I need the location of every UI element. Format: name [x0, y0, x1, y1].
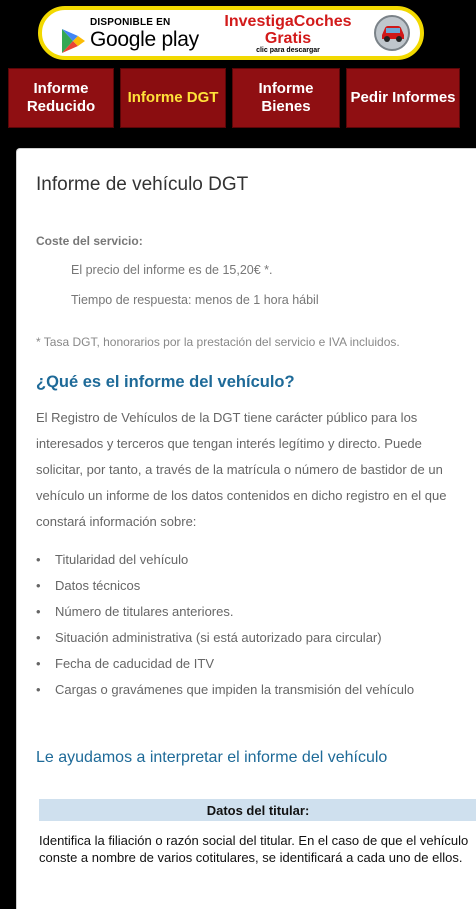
section-heading-what-is: ¿Qué es el informe del vehículo? [36, 373, 295, 391]
car-icon [374, 15, 410, 51]
price-text: El precio del informe es de 15,20€ *. [71, 263, 273, 277]
list-item: • Situación administrativa (si está autorizado para circular) [36, 625, 476, 651]
info-list [36, 547, 476, 703]
tab-informe-bienes[interactable]: Informe Bienes [232, 68, 340, 128]
app-download-banner[interactable] [0, 0, 476, 64]
tax-note: * Tasa DGT, honorarios por la prestación del servicio e IVA incluidos. [36, 335, 400, 349]
content-card [16, 148, 476, 909]
tab-pedir-informes[interactable]: Pedir Informes [346, 68, 460, 128]
section-heading-help: Le ayudamos a interpretar el informe del vehículo [36, 749, 388, 766]
list-item: • Cargas o gravámenes que impiden la transmisión del vehículo [36, 677, 476, 703]
table-header-titular: Datos del titular: [39, 799, 476, 821]
list-item: • Número de titulares anteriores. [36, 599, 476, 625]
page-title: Informe de vehículo DGT [36, 174, 249, 195]
store-name: Google play [90, 28, 199, 51]
list-item: • Titularidad del vehículo [36, 547, 476, 573]
store-caption: DISPONIBLE EN [90, 17, 171, 28]
list-item: • Fecha de caducidad de ITV [36, 651, 476, 677]
google-play-badge[interactable] [38, 6, 424, 60]
table-cell-titular: Identifica la filiación o razón social del titular. En el caso de que el vehículo conste a nombre de varios cotitulares, se identificará a cada uno de ellos. [39, 833, 469, 865]
app-title: InvestigaCoches Gratis [224, 13, 352, 47]
app-download-caption: clic para descargar [256, 47, 320, 54]
list-item: • Datos técnicos [36, 573, 476, 599]
cost-label: Coste del servicio: [36, 234, 143, 248]
description-paragraph: El Registro de Vehículos de la DGT tiene carácter público para los interesados y terceros que tengan interés legítimo y directo. Puede solicitar, por tanto, a través de la matrícula o número de bastidor de un vehículo un informe de los datos contenidos en dicho registro en el que constará información sobre: [36, 410, 447, 529]
response-time-text: Tiempo de respuesta: menos de 1 hora hábil [71, 293, 319, 307]
main-nav-tabs [0, 64, 476, 134]
tab-informe-reducido[interactable]: Informe Reducido [8, 68, 114, 128]
play-store-icon [60, 28, 88, 54]
tab-informe-dgt[interactable]: Informe DGT [120, 68, 226, 128]
